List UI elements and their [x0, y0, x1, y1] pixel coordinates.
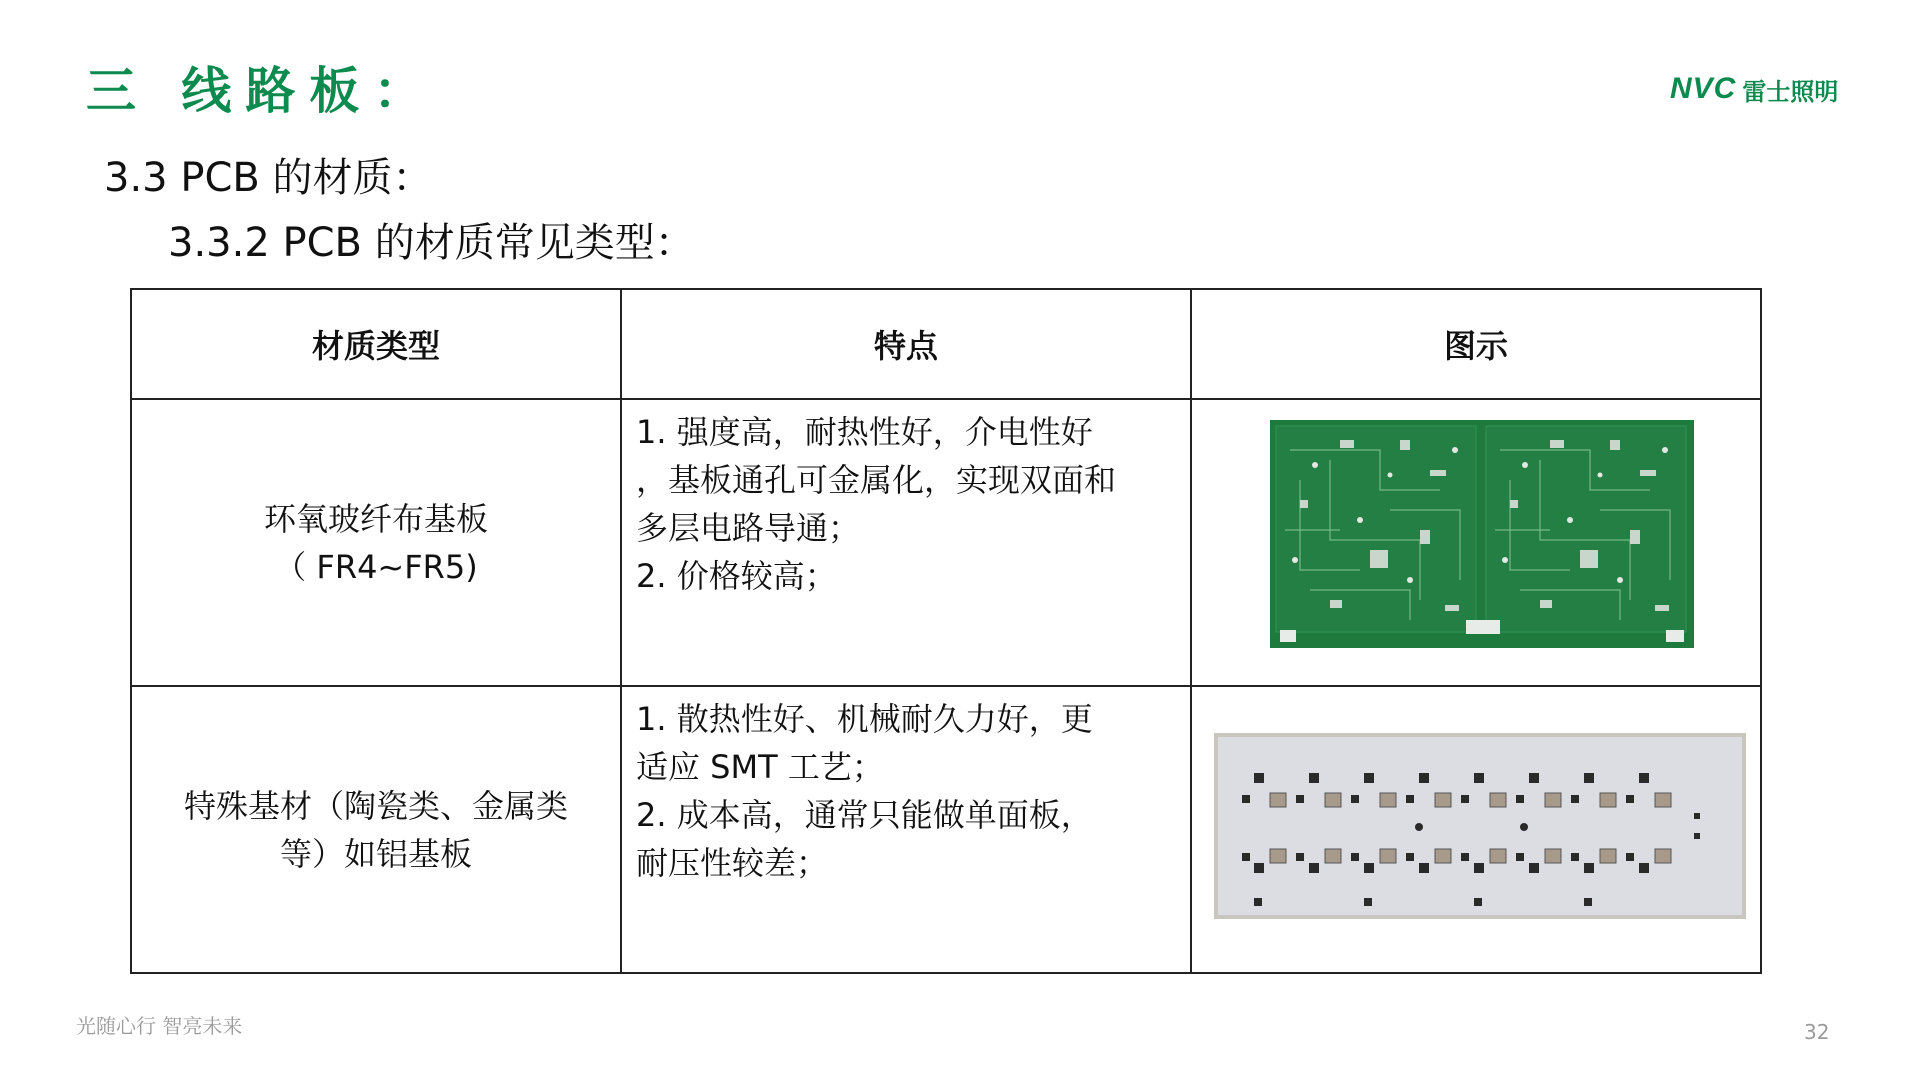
feature-line: 2. 价格较高；	[636, 557, 837, 595]
slide-title: 三 线路板：	[86, 62, 438, 120]
type-line: （ FR4~FR5)	[274, 547, 478, 586]
feature-line: 1. 散热性好、机械耐久力好，更	[636, 700, 1093, 738]
page-number: 32	[1804, 1020, 1830, 1044]
cell-material-type	[131, 399, 621, 686]
header-illustration: 图示	[1191, 289, 1761, 399]
cell-illustration	[1191, 399, 1761, 686]
fr4-pcb-image	[1270, 420, 1694, 648]
cell-features	[621, 686, 1191, 973]
feature-line: ，基板通孔可金属化，实现双面和	[636, 461, 1117, 499]
cell-material-type	[131, 686, 621, 973]
material-table	[130, 288, 1762, 974]
table-row	[131, 399, 1761, 686]
table-row	[131, 686, 1761, 973]
section-heading: 3.3 PCB 的材质：	[104, 155, 433, 201]
header-features: 特点	[621, 289, 1191, 399]
feature-line: 耐压性较差；	[636, 844, 829, 882]
aluminum-board-image	[1214, 733, 1746, 919]
feature-line: 适应 SMT 工艺；	[636, 748, 884, 786]
cell-illustration	[1191, 686, 1761, 973]
table-header-row	[131, 289, 1761, 399]
feature-line: 1. 强度高，耐热性好，介电性好	[636, 413, 1093, 451]
subsection-heading: 3.3.2 PCB 的材质常见类型：	[168, 220, 695, 266]
type-line: 等）如铝基板	[279, 834, 472, 873]
header-material-type: 材质类型	[131, 289, 621, 399]
nvc-logo	[1670, 72, 1838, 106]
footer-slogan: 光随心行 智亮未来	[76, 1014, 243, 1038]
feature-line: 多层电路导通；	[636, 509, 861, 547]
cell-features	[621, 399, 1191, 686]
type-line: 特殊基材（陶瓷类、金属类	[183, 786, 568, 825]
type-line: 环氧玻纤布基板	[263, 499, 488, 538]
logo-brand-text: NVC	[1670, 72, 1737, 105]
logo-chinese-text: 雷士照明	[1742, 77, 1839, 106]
feature-line: 2. 成本高，通常只能做单面板，	[636, 796, 1093, 834]
